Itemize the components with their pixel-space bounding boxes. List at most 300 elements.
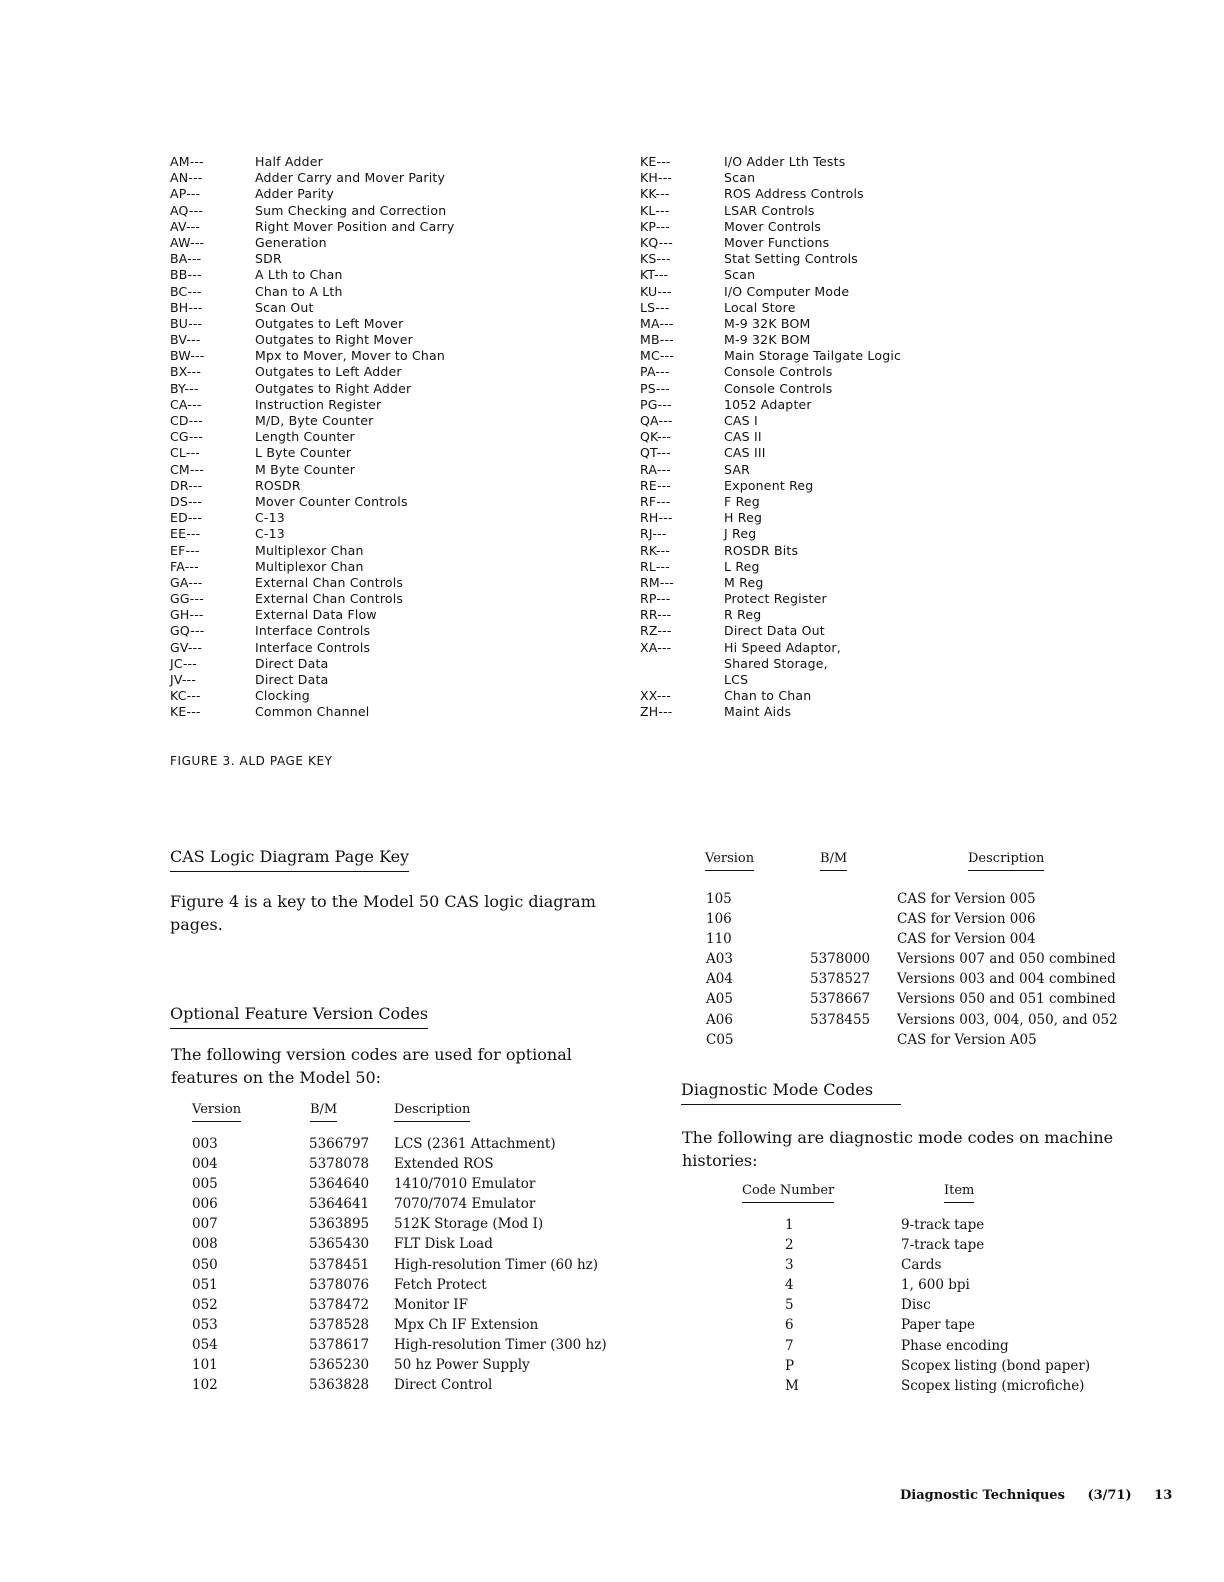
description-cell: Extended ROS	[394, 1156, 494, 1173]
version-cell: 005	[192, 1176, 218, 1193]
bm-cell: 5378527	[810, 971, 871, 988]
table-row	[704, 1012, 1144, 1032]
ald-key-row	[170, 348, 610, 364]
description-cell: Direct Control	[394, 1377, 493, 1394]
ald-key-row	[170, 640, 610, 656]
ald-label: Adder Carry and Mover Parity	[255, 170, 446, 186]
ald-key-row	[170, 413, 610, 429]
ald-key-row	[640, 316, 1080, 332]
bm-cell: 5378667	[810, 991, 871, 1008]
ald-key-row	[640, 656, 1080, 672]
table-row	[742, 1257, 1142, 1277]
version-cell: 004	[192, 1156, 218, 1173]
bm-header: B/M	[310, 1102, 337, 1122]
ald-key-left-column	[170, 154, 610, 721]
table-row	[704, 991, 1144, 1011]
code-cell: 2	[785, 1237, 794, 1254]
ald-label: M Byte Counter	[255, 461, 356, 477]
table-body	[704, 891, 1144, 1052]
ald-code: BC---	[170, 283, 202, 299]
table-row	[742, 1378, 1142, 1398]
ald-key-row	[170, 494, 610, 510]
ald-label: Multiplexor Chan	[255, 542, 364, 558]
item-header: Item	[944, 1183, 974, 1203]
ald-key-row	[640, 381, 1080, 397]
ald-code: RE---	[640, 477, 672, 493]
heading-rule	[170, 1028, 428, 1029]
ald-key-row	[170, 316, 610, 332]
item-cell: 1, 600 bpi	[901, 1277, 970, 1294]
ald-label: L Byte Counter	[255, 445, 352, 461]
description-cell: 50 hz Power Supply	[394, 1357, 530, 1374]
ald-code: DS---	[170, 493, 203, 509]
ald-code: GH---	[170, 607, 204, 623]
description-cell: Versions 003 and 004 combined	[897, 971, 1116, 988]
ald-label: Direct Data	[255, 655, 329, 671]
ald-label: J Reg	[724, 526, 757, 542]
ald-label: SDR	[255, 251, 282, 267]
ald-label: Local Store	[724, 299, 796, 315]
description-cell: CAS for Version 005	[897, 891, 1036, 907]
ald-label: L Reg	[724, 558, 760, 574]
ald-label: Direct Data	[255, 672, 329, 687]
ald-code: PS---	[640, 380, 671, 396]
table-row	[192, 1357, 632, 1377]
ald-key-row	[170, 445, 610, 461]
ald-label: Mpx to Mover, Mover to Chan	[255, 348, 446, 364]
code-cell: M	[785, 1377, 799, 1394]
ald-label: Console Controls	[724, 380, 833, 396]
diagnostic-heading-text: Diagnostic Mode Codes	[681, 1080, 874, 1099]
ald-label: Half Adder	[255, 154, 323, 169]
bm-cell: 5364640	[309, 1176, 370, 1193]
ald-code: RF---	[640, 493, 671, 509]
table-row	[704, 1032, 1144, 1052]
ald-code: DR---	[170, 477, 203, 493]
page-footer	[900, 1488, 1172, 1503]
ald-label: LSAR Controls	[724, 202, 815, 218]
description-cell: Versions 050 and 051 combined	[897, 991, 1116, 1008]
description-cell: Versions 003, 004, 050, and 052	[897, 1011, 1118, 1028]
diagnostic-heading	[681, 1080, 901, 1105]
footer-title: Diagnostic Techniques	[900, 1488, 1065, 1503]
table-row	[742, 1297, 1142, 1317]
description-cell: Versions 007 and 050 combined	[897, 951, 1116, 968]
diagnostic-paragraph: The following are diagnostic mode codes on machine histories:	[682, 1128, 1114, 1170]
ald-key-row	[170, 559, 610, 575]
ald-key-right-column	[640, 154, 1080, 721]
ald-label: A Lth to Chan	[255, 267, 343, 283]
bm-cell: 5378078	[309, 1156, 370, 1173]
bm-cell: 5378000	[810, 951, 871, 968]
table-row	[742, 1277, 1142, 1297]
ald-key-row	[170, 300, 610, 316]
ald-code: KK---	[640, 186, 670, 202]
ald-label: Clocking	[255, 688, 310, 704]
bm-cell: 5365230	[309, 1357, 370, 1374]
description-cell: CAS for Version 006	[897, 911, 1036, 928]
ald-key-row	[170, 623, 610, 639]
table-body	[192, 1136, 632, 1397]
ald-key-row	[170, 332, 610, 348]
bm-cell: 5378455	[810, 1011, 871, 1028]
ald-key-row	[640, 559, 1080, 575]
ald-code: MA---	[640, 315, 674, 331]
description-cell: High-resolution Timer (300 hz)	[394, 1336, 607, 1353]
table-header	[704, 851, 1144, 891]
ald-key-row	[170, 607, 610, 623]
code-cell: 6	[785, 1317, 794, 1334]
description-cell: 512K Storage (Mod I)	[394, 1216, 544, 1233]
version-cell: A03	[706, 951, 733, 968]
ald-code: KT---	[640, 267, 669, 283]
ald-key-row	[640, 607, 1080, 623]
ald-key-row	[170, 543, 610, 559]
table-row	[704, 911, 1144, 931]
ald-code: AN---	[170, 170, 203, 186]
diagnostic-code-table	[742, 1183, 1142, 1398]
ald-label: Shared Storage,	[724, 655, 828, 671]
ald-code: CL---	[170, 445, 201, 461]
table-row	[704, 971, 1144, 991]
table-row	[192, 1317, 632, 1337]
ald-key-row	[640, 364, 1080, 380]
ald-label: External Chan Controls	[255, 591, 404, 607]
item-cell: Disc	[901, 1297, 931, 1314]
table-row	[192, 1156, 632, 1176]
ald-code: KS---	[640, 251, 671, 267]
ald-key-row	[170, 251, 610, 267]
code-cell: P	[785, 1357, 795, 1374]
ald-label: Outgates to Right Adder	[255, 380, 412, 396]
optional-heading-text: Optional Feature Version Codes	[170, 1004, 429, 1023]
ald-key-row	[170, 704, 610, 720]
ald-key-row	[640, 154, 1080, 170]
description-cell: Monitor IF	[394, 1296, 468, 1313]
ald-key-row	[640, 688, 1080, 704]
ald-label: Sum Checking and Correction	[255, 202, 447, 218]
ald-code: GA---	[170, 574, 203, 590]
ald-key-row	[640, 397, 1080, 413]
ald-code: QK---	[640, 429, 672, 445]
table-row	[742, 1217, 1142, 1237]
optional-paragraph: The following version codes are used for optional features on the Model 50:	[171, 1045, 572, 1087]
ald-label: External Chan Controls	[255, 574, 404, 590]
ald-label: Direct Data Out	[724, 623, 825, 639]
ald-code: KH---	[640, 170, 673, 186]
ald-key-row	[640, 494, 1080, 510]
ald-code: AV---	[170, 218, 201, 234]
bm-cell: 5378617	[309, 1336, 370, 1353]
ald-code: XA---	[640, 639, 672, 655]
ald-code: BY---	[170, 380, 199, 396]
ald-code: LS---	[640, 299, 670, 315]
bm-cell: 5364641	[309, 1196, 370, 1213]
table-row	[192, 1337, 632, 1357]
ald-key-row	[640, 235, 1080, 251]
ald-key-row	[170, 170, 610, 186]
code-cell: 3	[785, 1257, 794, 1274]
ald-code: AW---	[170, 234, 205, 250]
ald-key-row	[640, 462, 1080, 478]
ald-code: MC---	[640, 348, 675, 364]
ald-label: Length Counter	[255, 429, 355, 445]
ald-code: PA---	[640, 364, 670, 380]
bm-cell: 5378528	[309, 1316, 370, 1333]
version-cell: 105	[706, 891, 732, 907]
ald-code: AQ---	[170, 202, 204, 218]
ald-code: QA---	[640, 413, 673, 428]
ald-key-row	[640, 672, 1080, 688]
ald-code: BW---	[170, 348, 205, 364]
ald-key-row	[170, 688, 610, 704]
ald-label: Main Storage Tailgate Logic	[724, 348, 902, 364]
ald-key-row	[170, 186, 610, 202]
version-header: Version	[192, 1102, 241, 1122]
ald-label: F Reg	[724, 493, 760, 509]
version-cell: A06	[706, 1011, 733, 1028]
ald-code: CM---	[170, 461, 205, 477]
ald-code: RP---	[640, 591, 671, 607]
table-row	[742, 1317, 1142, 1337]
version-cell: 006	[192, 1196, 218, 1213]
ald-label: R Reg	[724, 607, 762, 623]
ald-key-row	[640, 332, 1080, 348]
ald-label: Stat Setting Controls	[724, 251, 858, 267]
version-cell: C05	[706, 1031, 734, 1048]
version-cell: 101	[192, 1357, 218, 1374]
ald-code: EE---	[170, 526, 201, 542]
ald-key-row	[640, 186, 1080, 202]
ald-key-row	[170, 381, 610, 397]
optional-heading	[170, 1004, 428, 1029]
description-cell: High-resolution Timer (60 hz)	[394, 1256, 599, 1273]
ald-label: ROS Address Controls	[724, 186, 864, 202]
ald-key-row	[170, 510, 610, 526]
table-row	[704, 951, 1144, 971]
bm-cell: 5378472	[309, 1296, 370, 1313]
ald-key-row	[640, 478, 1080, 494]
ald-label: Mover Functions	[724, 234, 830, 250]
ald-label: Interface Controls	[255, 639, 371, 655]
description-cell: Fetch Protect	[394, 1276, 487, 1293]
version-cell: A04	[706, 971, 733, 988]
ald-code: BU---	[170, 315, 203, 331]
heading-rule	[681, 1104, 901, 1105]
code-number-header: Code Number	[742, 1183, 834, 1203]
ald-code: KP---	[640, 218, 670, 234]
ald-key-row	[640, 543, 1080, 559]
ald-key-row	[640, 510, 1080, 526]
code-cell: 4	[785, 1277, 794, 1294]
ald-code: ED---	[170, 510, 203, 526]
ald-key-row	[170, 672, 610, 688]
ald-code: KL---	[640, 202, 670, 218]
ald-code: KE---	[640, 154, 671, 169]
ald-label: Maint Aids	[724, 704, 792, 720]
ald-key-row	[170, 591, 610, 607]
ald-code: RK---	[640, 542, 671, 558]
ald-key-row	[640, 348, 1080, 364]
ald-key-row	[170, 267, 610, 283]
ald-code: ZH---	[640, 704, 673, 720]
ald-label: SAR	[724, 461, 751, 477]
description-cell: LCS (2361 Attachment)	[394, 1136, 556, 1152]
version-cell: 007	[192, 1216, 218, 1233]
ald-code: RR---	[640, 607, 672, 623]
ald-code: JC---	[170, 655, 197, 671]
ald-label: CAS III	[724, 445, 766, 461]
code-cell: 5	[785, 1297, 794, 1314]
version-cell: 106	[706, 911, 732, 928]
ald-key-row	[640, 170, 1080, 186]
ald-label: 1052 Adapter	[724, 396, 812, 412]
item-cell: 9-track tape	[901, 1217, 985, 1233]
item-cell: Phase encoding	[901, 1337, 1009, 1354]
table-body	[742, 1217, 1142, 1398]
ald-code: GG---	[170, 591, 204, 607]
table-row	[192, 1297, 632, 1317]
ald-code: RM---	[640, 574, 675, 590]
bm-cell: 5363895	[309, 1216, 370, 1233]
ald-label: CAS I	[724, 413, 758, 428]
ald-label: Generation	[255, 234, 327, 250]
ald-label: Mover Counter Controls	[255, 493, 408, 509]
ald-code: CD---	[170, 413, 203, 428]
table-row	[192, 1236, 632, 1256]
ald-code: BB---	[170, 267, 202, 283]
table-row	[192, 1136, 632, 1156]
figure-caption: FIGURE 3. ALD PAGE KEY	[170, 754, 333, 768]
ald-label: Outgates to Left Adder	[255, 364, 402, 380]
cas-paragraph: Figure 4 is a key to the Model 50 CAS logic diagram pages.	[170, 892, 596, 934]
ald-label: C-13	[255, 510, 285, 526]
ald-code: KC---	[170, 688, 201, 704]
ald-label: M-9 32K BOM	[724, 315, 811, 331]
ald-label: M/D, Byte Counter	[255, 413, 374, 428]
ald-key-row	[640, 413, 1080, 429]
ald-label: Protect Register	[724, 591, 827, 607]
ald-label: Outgates to Right Mover	[255, 332, 414, 348]
ald-code: PG---	[640, 396, 672, 412]
ald-label: External Data Flow	[255, 607, 377, 623]
ald-code: QT---	[640, 445, 671, 461]
ald-key-row	[640, 300, 1080, 316]
version-cell: 110	[706, 931, 732, 948]
footer-date: (3/71)	[1087, 1488, 1132, 1503]
version-cell: 053	[192, 1316, 218, 1333]
optional-version-table	[192, 1102, 632, 1397]
ald-key-row	[640, 429, 1080, 445]
ald-label: C-13	[255, 526, 285, 542]
version-cell: 008	[192, 1236, 218, 1253]
ald-code: FA---	[170, 558, 199, 574]
ald-key-row	[170, 656, 610, 672]
ald-key-row	[640, 267, 1080, 283]
ald-label: CAS II	[724, 429, 762, 445]
item-cell: Paper tape	[901, 1317, 976, 1334]
ald-label: Scan	[724, 267, 756, 283]
ald-label: Scan Out	[255, 299, 314, 315]
version-cell: 051	[192, 1276, 218, 1293]
ald-key-row	[170, 235, 610, 251]
ald-key-row	[640, 623, 1080, 639]
ald-key-row	[170, 526, 610, 542]
ald-key-row	[170, 478, 610, 494]
ald-code: AM---	[170, 154, 204, 169]
table-header	[192, 1102, 632, 1136]
table-row	[742, 1237, 1142, 1257]
ald-key-row	[640, 640, 1080, 656]
ald-key-row	[170, 284, 610, 300]
description-cell: CAS for Version A05	[897, 1031, 1037, 1048]
ald-label: Console Controls	[724, 364, 833, 380]
ald-code: CG---	[170, 429, 203, 445]
ald-code: GQ---	[170, 623, 205, 639]
ald-key-row	[170, 364, 610, 380]
code-cell: 7	[785, 1337, 794, 1354]
ald-key-row	[170, 219, 610, 235]
table-row	[192, 1176, 632, 1196]
ald-label: M Reg	[724, 574, 764, 590]
ald-code: RA---	[640, 461, 671, 477]
ald-code: KQ---	[640, 234, 673, 250]
ald-code: JV---	[170, 672, 197, 687]
table-row	[192, 1377, 632, 1397]
item-cell: Scopex listing (microfiche)	[901, 1377, 1085, 1394]
table-row	[742, 1338, 1142, 1358]
ald-code: KE---	[170, 704, 201, 720]
ald-key-row	[640, 704, 1080, 720]
version-cell: 052	[192, 1296, 218, 1313]
bm-cell: 5378451	[309, 1256, 370, 1273]
ald-label: Multiplexor Chan	[255, 558, 364, 574]
ald-label: I/O Adder Lth Tests	[724, 154, 846, 169]
version-cell: A05	[706, 991, 733, 1008]
ald-label: Hi Speed Adaptor,	[724, 639, 841, 655]
heading-rule	[170, 871, 409, 872]
ald-code: BX---	[170, 364, 202, 380]
description-cell: 7070/7074 Emulator	[394, 1196, 536, 1213]
ald-label: Instruction Register	[255, 396, 382, 412]
version-cell: 050	[192, 1256, 218, 1273]
item-cell: Scopex listing (bond paper)	[901, 1357, 1091, 1374]
description-cell: 1410/7010 Emulator	[394, 1176, 536, 1193]
ald-label: Chan to A Lth	[255, 283, 343, 299]
ald-code: RL---	[640, 558, 670, 574]
version-header: Version	[705, 851, 754, 871]
ald-key-row	[170, 575, 610, 591]
ald-code: CA---	[170, 396, 202, 412]
ald-key-row	[640, 219, 1080, 235]
ald-code: BH---	[170, 299, 203, 315]
ald-key-row	[640, 575, 1080, 591]
code-cell: 1	[785, 1217, 794, 1233]
table-row	[192, 1216, 632, 1236]
ald-label: Exponent Reg	[724, 477, 814, 493]
ald-code: XX---	[640, 688, 672, 704]
bm-cell: 5378076	[309, 1276, 370, 1293]
ald-label: H Reg	[724, 510, 763, 526]
ald-key-row	[170, 154, 610, 170]
ald-label: LCS	[724, 672, 749, 687]
ald-label: ROSDR	[255, 477, 301, 493]
ald-key-row	[170, 429, 610, 445]
ald-label: Mover Controls	[724, 218, 822, 234]
ald-code: KU---	[640, 283, 672, 299]
ald-code: BA---	[170, 251, 202, 267]
description-header: Description	[968, 851, 1044, 871]
